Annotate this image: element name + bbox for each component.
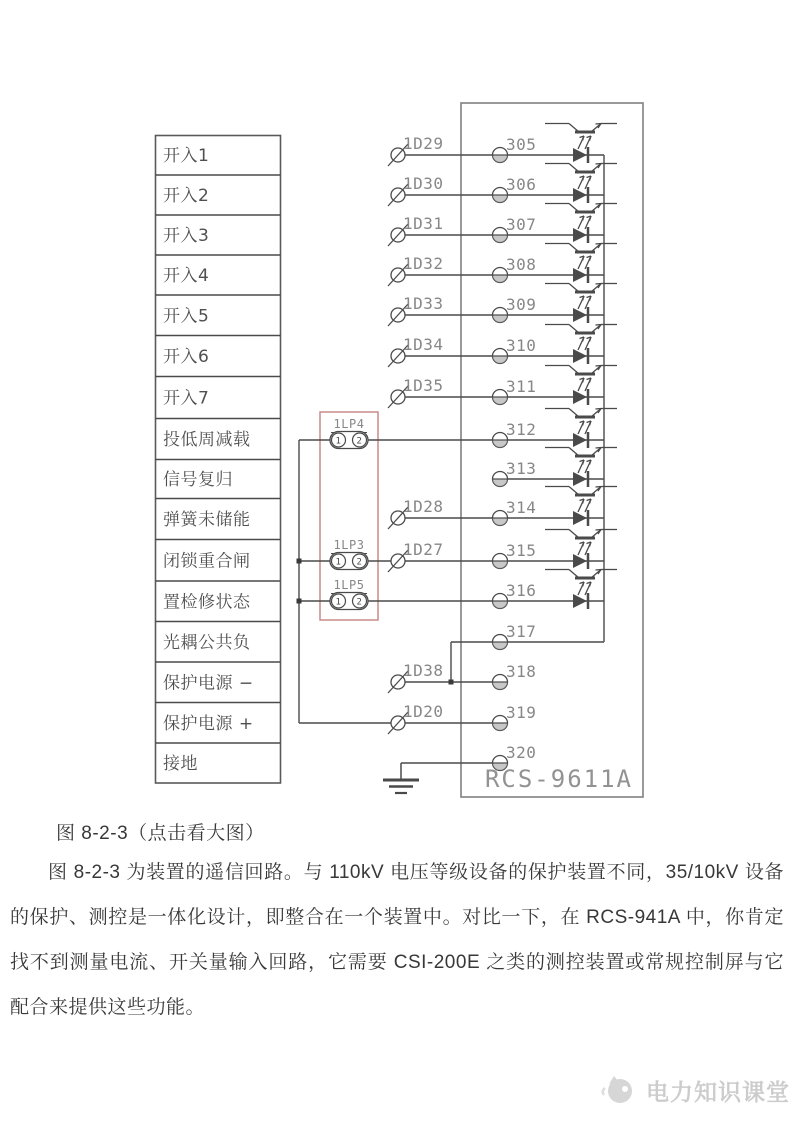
legend-row-label: 保护电源 + [163,713,254,734]
link-contact-number: 1 [335,557,342,568]
point-label: 320 [506,743,537,762]
led-triangle [573,433,587,447]
link-contact-number: 2 [356,557,363,568]
optocoupler-icon [545,487,617,527]
link-symbol-1LP3 [330,538,368,570]
optocoupler-icon [545,448,617,488]
optocoupler-icon [545,570,617,610]
led-triangle [573,349,587,363]
brand-watermark [599,1070,790,1110]
link-contact-number: 2 [356,597,363,608]
ground-icon [383,763,419,793]
junction-dot [449,680,454,685]
optocoupler-icon [545,164,617,204]
legend-row-label: 闭锁重合闸 [163,551,251,572]
point-label: 319 [506,703,537,722]
legend-row-label: 信号复归 [163,470,233,490]
point-shading [493,642,508,650]
led-triangle [573,390,587,404]
legend-row-label: 开入3 [163,226,210,246]
point-label: 316 [506,581,537,600]
optocoupler-icon [545,204,617,244]
junction-dot [297,559,302,564]
link-label: 1LP3 [333,538,365,552]
point-shading [493,601,508,609]
terminal-label: 1D30 [403,174,444,193]
legend-row-label: 弹簧未储能 [163,510,251,530]
link-contact-number: 1 [335,597,342,608]
led-triangle [573,511,587,525]
led-triangle [573,148,587,162]
point-label: 314 [506,498,537,517]
point-label: 318 [506,662,537,681]
brand-name: 电力知识课堂 [646,1078,790,1105]
terminal-label: 1D20 [403,702,444,721]
point-shading [493,275,508,283]
led-triangle [573,554,587,568]
led-triangle [573,228,587,242]
point-shading [493,235,508,243]
point-label: 310 [506,336,537,355]
legend-row-label: 开入1 [163,146,210,166]
terminal-label: 1D28 [403,497,444,516]
terminal-label: 1D29 [403,134,444,153]
point-label: 311 [506,377,537,396]
terminal-label: 1D32 [403,254,444,273]
terminal-label: 1D35 [403,376,444,395]
led-triangle [573,472,587,486]
device-box [461,103,643,797]
link-label: 1LP5 [333,578,365,592]
link-symbol-1LP4 [330,417,368,449]
point-shading [493,397,508,405]
terminal-label: 1D38 [403,661,444,680]
legend-row-label: 置检修状态 [163,592,251,613]
point-label: 305 [506,135,537,154]
point-label: 315 [506,541,537,560]
device-label: RCS-9611A [484,765,633,793]
figure-caption: 图 8-2-3（点击看大图） [56,823,265,844]
point-shading [493,155,508,163]
link-label: 1LP4 [333,417,365,431]
legend-row-label: 接地 [163,754,198,774]
legend-row-label: 保护电源 − [163,673,254,694]
terminal-label: 1D27 [403,540,444,559]
legend-row-label: 开入7 [163,388,210,409]
optocoupler-icon [545,325,617,365]
point-shading [493,479,508,487]
legend-row-label: 开入6 [163,347,210,367]
point-label: 306 [506,175,537,194]
point-shading [493,561,508,569]
link-symbol-1LP5 [330,578,368,610]
terminal-label: 1D31 [403,214,444,233]
legend-row-label: 投低周减载 [163,430,251,450]
led-triangle [573,188,587,202]
optocoupler-icon [545,530,617,570]
point-label: 317 [506,622,537,641]
optocoupler-icon [545,124,617,164]
legend-row-label: 光耦公共负 [163,632,251,653]
point-shading [493,356,508,364]
led-triangle [573,308,587,322]
brand-logo-icon [599,1072,639,1108]
optocoupler-icon [545,409,617,449]
legend-row-label: 开入4 [163,266,210,286]
point-label: 307 [506,215,537,234]
link-contact-number: 1 [335,436,342,447]
junction-dot [297,599,302,604]
point-shading [493,195,508,203]
legend-row-label: 开入2 [163,186,210,206]
link-contact-number: 2 [356,436,363,447]
point-label: 312 [506,420,537,439]
point-shading [493,315,508,323]
article-paragraph: 图 8-2-3 为装置的遥信回路。与 110kV 电压等级设备的保护装置不同，35/10kV 设备的保护、测控是一体化设计，即整合在一个装置中。对比一下，在 RCS-941A 中，你肯定找不到测量电流、开关量输入回路，它需要 CSI-200E 之类的测控装置或常规控制屏与它配合来提供这些功能。 [10,862,784,1018]
optocoupler-icon [545,284,617,324]
optocoupler-icon [545,366,617,406]
led-triangle [573,594,587,608]
point-shading [493,518,508,526]
point-label: 313 [506,459,537,478]
point-shading [493,682,508,690]
point-label: 308 [506,255,537,274]
point-shading [493,440,508,448]
point-label: 309 [506,295,537,314]
terminal-label: 1D33 [403,294,444,313]
legend-row-label: 开入5 [163,306,210,327]
led-triangle [573,268,587,282]
terminal-label: 1D34 [403,335,444,354]
optocoupler-icon [545,244,617,284]
point-shading [493,723,508,731]
